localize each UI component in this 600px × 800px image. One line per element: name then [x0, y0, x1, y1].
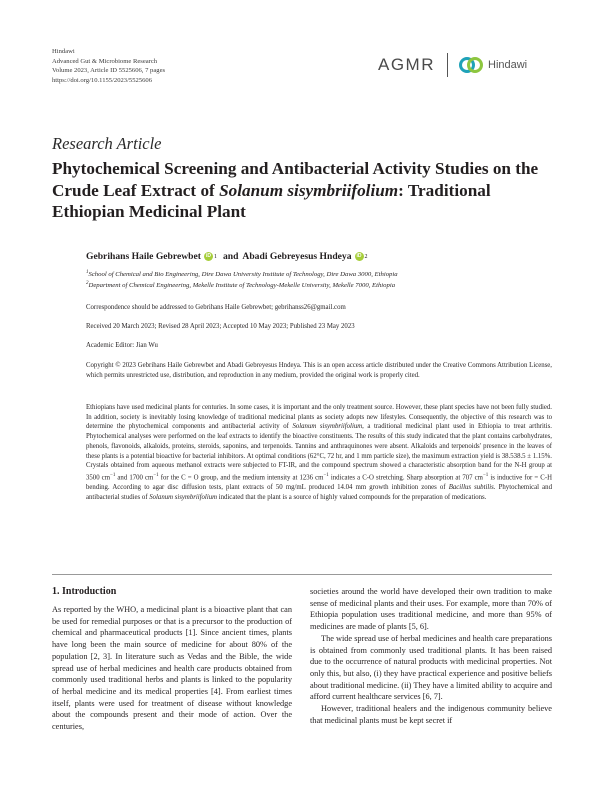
- affiliation-1: [86, 270, 398, 278]
- correspondence: Correspondence should be addressed to Gebrihans Haile Gebrewbet; gebrihanss26@gmail.com: [86, 304, 346, 311]
- article-dates: Received 20 March 2023; Revised 28 April 2023; Accepted 10 May 2023; Published 23 May 2023: [86, 323, 355, 330]
- journal-name: Advanced Gut & Microbiome Research: [52, 57, 158, 65]
- title-species: Solanum sisymbriifolium: [219, 180, 399, 200]
- section-divider: [52, 574, 552, 575]
- journal-metadata: [52, 47, 165, 85]
- doi-link[interactable]: https://doi.org/10.1155/2023/5525606: [52, 76, 153, 84]
- abstract-text: indicated that the plant is a source of highly valued compounds for the preparation of medications.: [217, 493, 487, 501]
- abstract-species: Solanum sisymbriifolium: [292, 423, 363, 431]
- right-column: [310, 586, 552, 726]
- paragraph: societies around the world have developed their own tradition to make sense of medicinal plants and their uses. For example, more than 70% of Ethiopia population uses traditional medicine, and more than 95% of medicines are made of plants [5, 6].: [310, 587, 552, 632]
- abstract-text: indicates a C-O stretching. Sharp absorption at 707 cm: [328, 474, 483, 482]
- abstract-sup: −1: [323, 472, 329, 478]
- academic-editor: Academic Editor: Jian Wu: [86, 342, 158, 349]
- abstract: [86, 403, 552, 502]
- hindawi-logo-text: Hindawi: [488, 59, 528, 71]
- orcid-icon[interactable]: iD: [356, 253, 362, 259]
- abstract-text: for the C = O group, and the medium intensity at 1236 cm: [158, 474, 324, 482]
- title-part-1: Phytochemical Screening and Antibacterial Activity Studies on the Crude Leaf Extract of: [52, 159, 539, 200]
- affiliation-2: [86, 281, 395, 289]
- logo-divider: [447, 53, 448, 77]
- left-column: [52, 604, 292, 733]
- abstract-species: Bacillus subtilis: [448, 483, 494, 491]
- copyright-notice: Copyright © 2023 Gebrihans Haile Gebrewbet and Abadi Gebreyesus Hndeya. This is an open access article distributed under the Creative Commons Attribution License, which permits unrestricted use, distribution, and reproduction in any medium, provided the original work is properly cited.: [86, 362, 552, 379]
- abstract-text: and 1700 cm: [115, 474, 154, 482]
- header-logos: [378, 52, 527, 78]
- affiliation-sup: 1: [86, 270, 89, 275]
- volume-line: Volume 2023, Article ID 5525606, 7 pages: [52, 67, 166, 75]
- author-sup: 2: [364, 253, 368, 260]
- author-name[interactable]: Abadi Gebreyesus Hndeya: [242, 251, 352, 262]
- section-heading: 1. Introduction: [52, 586, 117, 597]
- abstract-text: . Phytochemical and antibacterial studies of: [86, 483, 552, 501]
- paragraph: The wide spread use of herbal medicines and health care preparations is obtained from commonly used traditional plants. It has been raised due to the occurrence of natural products with medicinal properties. Not only this, but also, (i) they have practical experience and positive beliefs about traditional medicine. (ii) They have a limited ability to acquire and afford current healthcare services [6, 7].: [310, 633, 552, 702]
- orcid-icon[interactable]: iD: [205, 253, 211, 259]
- affiliation-text: School of Chemical and Bio Engineering, Dire Dawa University Institute of Technology, Dire Dawa 3000, Ethiopia: [88, 271, 398, 279]
- abstract-text: is inductive for = C-H bending. According to agar disc diffusion tests, plant extracts of 50 mg/mL produced 14.04 mm growth inhibition zones of: [86, 474, 552, 491]
- agmr-logo: AGMR: [378, 55, 435, 74]
- title-part-2: : Traditional Ethiopian Medicinal Plant: [52, 180, 491, 221]
- abstract-text: , a traditional medicinal plant used in Ethiopia to treat arthritis. Phytochemical analyses were performed on the leaf extracts to identify the bioactive constituents. The results of this study indicated that the plant contains carbohydrates, phenols, flavonoids, alkaloids, proteins, steroids, saponins, and terpenoids. Tannins and anthraquinones were absent. Alkaloids and terpenoids' presence in the leaves of these plants is a potential bioactive for bacterial inhibitors. At optimal conditions (62°C, 72 hr, and 1 mm particle size), the maximum extraction yield is 38.538.5 ± 1.15%. Crystals obtained from aqueous methanol extracts were subjected to FT-IR, and the compound spectrum showed a characteristic absorption band for the N-H group at 3500 cm: [86, 423, 552, 482]
- abstract-sup: −1: [153, 472, 159, 478]
- author-name[interactable]: Gebrihans Haile Gebrewbet: [86, 251, 201, 262]
- affiliation-text: Department of Chemical Engineering, Mekelle Institute of Technology-Mekelle University, Mekelle 7000, Ethiopia: [88, 282, 396, 290]
- abstract-text: Ethiopians have used medicinal plants for centuries. In some cases, it is important and the only treatment source. However, these plant species have not been fully studied. In addition, society is inevitably losing knowledge of traditional medicinal plants as society adopts new lifestyles. Consequently, the objective of this research was to determine the phytochemical components and antibacterial activity of: [86, 404, 552, 431]
- author-sup: 1: [213, 253, 217, 260]
- paragraph: As reported by the WHO, a medicinal plant is a bioactive plant that can be used for remedial purposes or that is a precursor to the production of chemical and pharmaceutical products [1]. Since ancient times, plants have long been the main source of medicine for about 80% of the population [2, 3]. In literature such as Vedas and the Bible, the wide spread use of herbal medicines and health care products obtained from commonly used traditional herbs and plants is linked to the popularity of herbal medicine and its medical properties [4]. From earliest times itself, plants were used for treatment of disease without knowledge about the compounds present and their mode of action. Over the centuries,: [52, 605, 292, 732]
- affiliation-sup: 2: [86, 281, 89, 286]
- author-connector: and: [222, 251, 239, 262]
- abstract-sup: −1: [110, 472, 116, 478]
- hindawi-logo-icon: [458, 56, 484, 74]
- article-type: Research Article: [52, 134, 162, 153]
- author-list: [86, 251, 368, 262]
- publisher-name: Hindawi: [52, 48, 75, 55]
- paragraph: However, traditional healers and the indigenous community believe that medicinal plants must be kept secret if: [310, 704, 552, 725]
- abstract-species: Solanum sisymbriifolium: [149, 493, 218, 501]
- abstract-sup: −1: [482, 472, 489, 478]
- article-title: [52, 158, 552, 223]
